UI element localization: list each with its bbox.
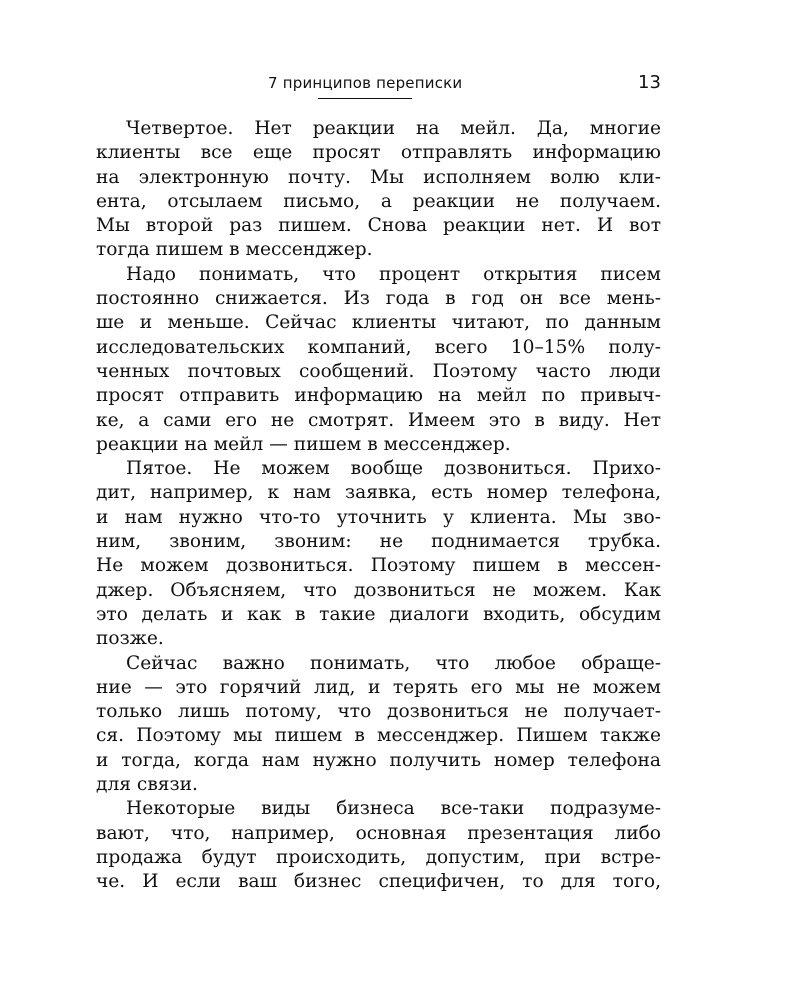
- text-line: ним, звоним, звоним: не поднимается трубка.: [96, 531, 661, 553]
- text-line: ента, отсылаем письмо, а реакции не получаем.: [96, 190, 661, 212]
- running-head: [0, 68, 800, 108]
- paragraph: [96, 117, 661, 263]
- text-line: постоянно снижается. Из года в год он все мень-: [96, 288, 661, 310]
- text-line: Пятое. Не можем вообще дозвониться. Прихо-: [126, 458, 661, 480]
- text-line: на электронную почту. Мы исполняем волю кли-: [96, 166, 661, 188]
- text-line: Четвертое. Нет реакции на мейл. Да, многие: [126, 118, 661, 139]
- text-line: просят отправить информацию на мейл по привыч-: [96, 385, 661, 407]
- text-line: только лишь потому, что дозвониться не получает-: [96, 701, 661, 723]
- text-line: исследовательских компаний, всего 10–15% полу-: [96, 336, 661, 358]
- text-line: ше и меньше. Сейчас клиенты читают, по данным: [96, 312, 661, 334]
- text-line: ченных почтовых сообщений. Поэтому часто люди: [96, 360, 661, 382]
- text-line: продажа будут происходить, допустим, при встре-: [96, 846, 661, 868]
- text-line: дит, например, к нам заявка, есть номер телефона,: [96, 482, 661, 504]
- body-text: [96, 117, 661, 895]
- text-line: Сейчас важно понимать, что любое обраще-: [126, 652, 661, 674]
- text-line: Мы второй раз пишем. Снова реакции нет. И вот: [96, 215, 661, 237]
- text-line: Надо понимать, что процент открытия писем: [126, 263, 661, 285]
- paragraph: [96, 797, 661, 894]
- text-line: реакции на мейл — пишем в мессенджер.: [96, 433, 511, 455]
- paragraph: [96, 457, 661, 651]
- text-line: Не можем дозвониться. Поэтому пишем в мессен-: [96, 555, 661, 577]
- text-line: ке, а сами его не смотрят. Имеем это в виду. Нет: [96, 409, 661, 431]
- text-line: позже.: [96, 628, 164, 650]
- text-line: для связи.: [96, 774, 198, 796]
- paragraph: [96, 652, 661, 798]
- header-rule: [318, 98, 412, 99]
- text-line: ние — это горячий лид, и терять его мы не можем: [96, 676, 661, 698]
- text-line: это делать и как в такие диалоги входить, обсудим: [96, 603, 661, 625]
- paragraph: [96, 263, 661, 457]
- text-line: ся. Поэтому мы пишем в мессенджер. Пишем также: [96, 725, 661, 747]
- chapter-title: 7 принципов переписки: [268, 74, 463, 92]
- text-line: джер. Объясняем, что дозвониться не можем. Как: [96, 579, 661, 601]
- text-line: и нам нужно что-то уточнить у клиента. Мы зво-: [96, 506, 661, 528]
- text-line: че. И если ваш бизнес специфичен, то для того,: [96, 871, 661, 893]
- text-line: клиенты все еще просят отправлять информацию: [96, 142, 661, 164]
- page-number: 13: [638, 72, 661, 93]
- text-line: вают, что, например, основная презентация либо: [96, 822, 661, 844]
- text-line: тогда пишем в мессенджер.: [96, 239, 373, 261]
- text-line: Некоторые виды бизнеса все-таки подразуме-: [126, 798, 661, 820]
- text-line: и тогда, когда нам нужно получить номер телефона: [96, 749, 661, 771]
